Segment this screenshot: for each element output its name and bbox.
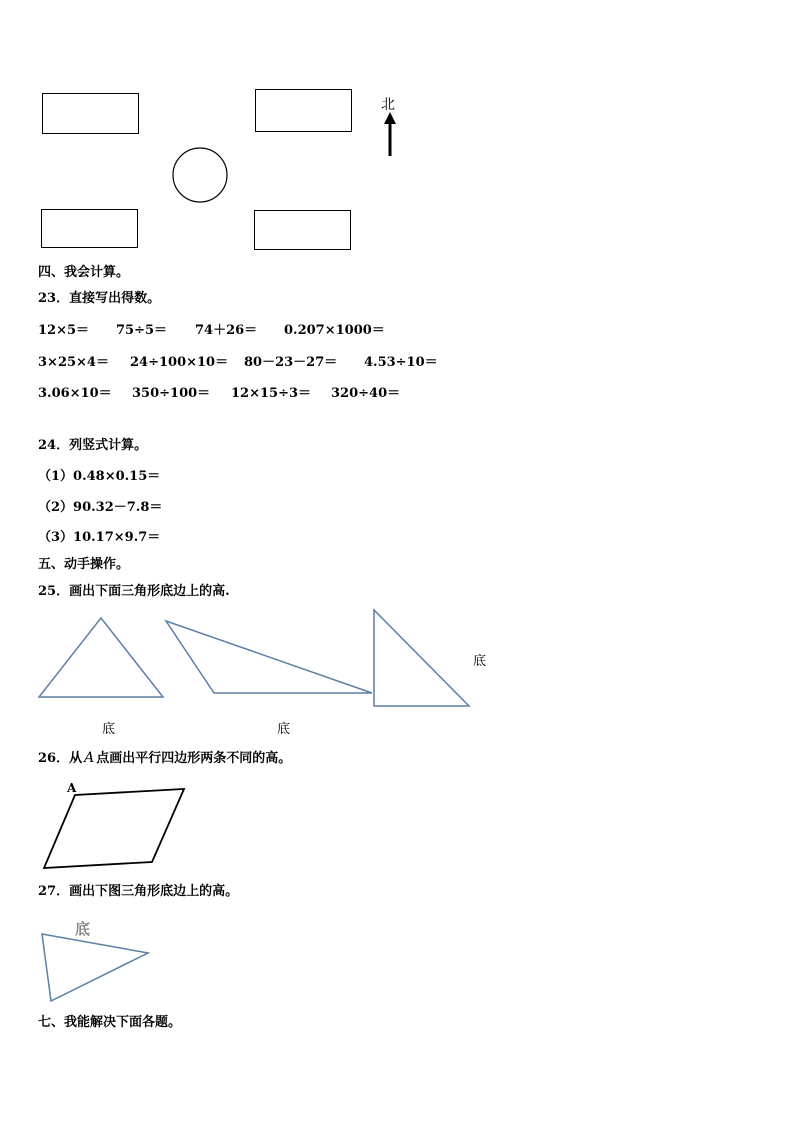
q26-vertex-label: A [67, 781, 77, 795]
q24-title: 24．列竖式计算。 [38, 438, 148, 453]
q23-item: 4.53÷10＝ [364, 355, 438, 370]
q25-base-label: 底 [473, 654, 487, 669]
q23-item: 75÷5＝ [116, 323, 168, 338]
q23-item: 320÷40＝ [331, 386, 401, 401]
q23-item: 24÷100×10＝ [130, 355, 229, 370]
section4-heading: 四、我会计算。 [38, 265, 130, 280]
q23-item: 350÷100＝ [132, 386, 211, 401]
q26-title-suffix: 点画出平行四边形两条不同的高。 [96, 751, 292, 766]
q27-title: 27．画出下图三角形底边上的高。 [38, 884, 239, 899]
q24-item: （2）90.32－7.8＝ [38, 500, 163, 515]
q23-title: 23．直接写出得数。 [38, 291, 161, 306]
q25-title: 25．画出下面三角形底边上的高. [38, 584, 230, 599]
q23-item: 74＋26＝ [195, 323, 258, 338]
q25-base-label: 底 [102, 722, 116, 737]
q27-base-label: 底 [75, 920, 91, 938]
section5-heading: 五、动手操作。 [38, 557, 130, 572]
q25-base-label: 底 [277, 722, 291, 737]
q26-title-prefix: 26．从 [38, 751, 83, 766]
q24-item: （3）10.17×9.7＝ [38, 530, 161, 545]
q24-item: （1）0.48×0.15＝ [38, 469, 161, 484]
section7-heading: 七、我能解决下面各题。 [38, 1015, 182, 1030]
north-label: 北 [381, 97, 395, 113]
q23-item: 80－23－27＝ [244, 355, 338, 370]
q23-item: 12×15÷3＝ [231, 386, 312, 401]
q26-point-label: A [84, 750, 95, 766]
q23-item: 0.207×1000＝ [284, 323, 385, 338]
q23-item: 3.06×10＝ [38, 386, 112, 401]
q23-item: 3×25×4＝ [38, 355, 109, 370]
q23-item: 12×5＝ [38, 323, 90, 338]
